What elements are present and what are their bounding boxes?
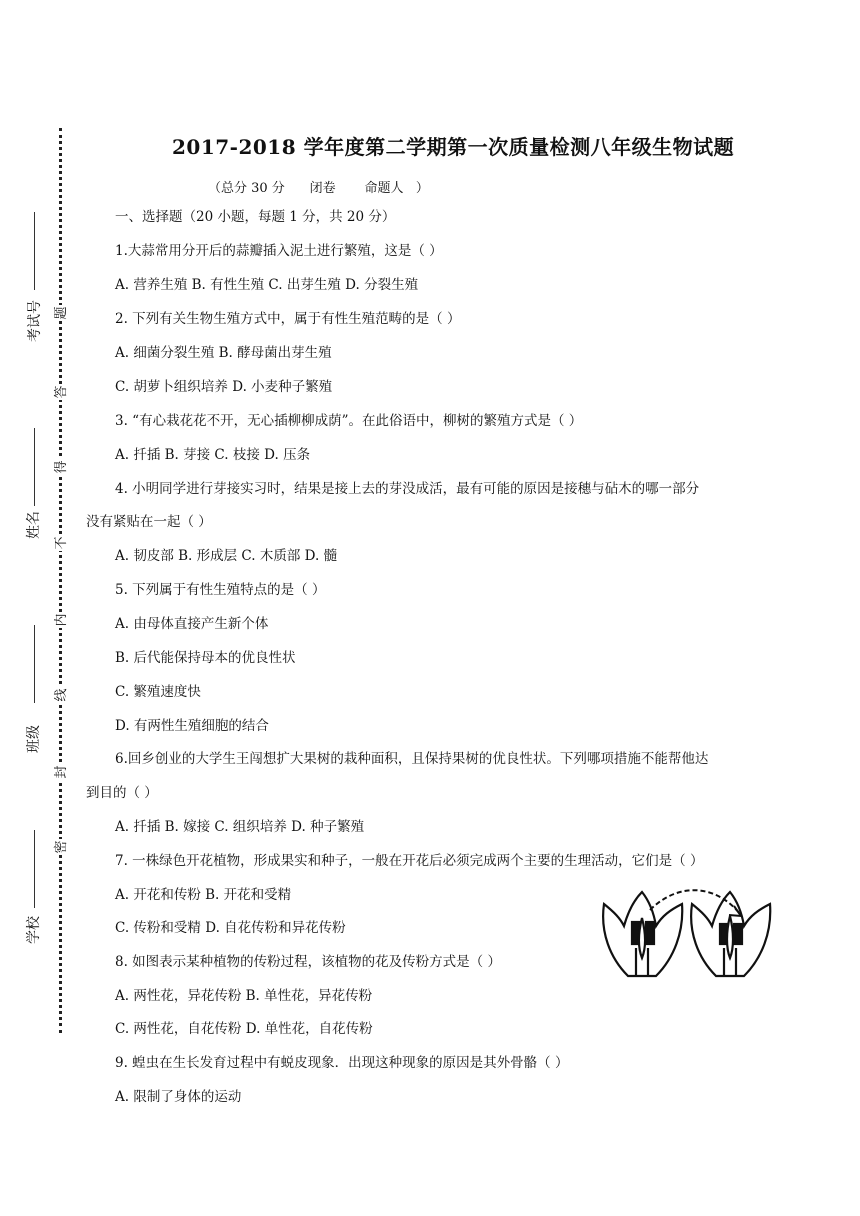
seal-char-7: 封 (54, 765, 69, 779)
exam-no-label: 考试号 (27, 300, 43, 342)
class-rule (34, 625, 35, 703)
question-7-options-row1: A. 开花和传粉 B. 开花和受精 (115, 887, 292, 903)
question-2-options-row1: A. 细菌分裂生殖 B. 酵母菌出芽生殖 (115, 345, 332, 361)
question-4-options: A. 韧皮部 B. 形成层 C. 木质部 D. 髓 (115, 548, 338, 564)
class-label: 班级 (26, 725, 42, 753)
school-rule (34, 830, 35, 908)
question-6-stem-cont: 到目的（ ） (86, 785, 158, 801)
question-4-stem-cont: 没有紧贴在一起（ ） (86, 514, 212, 530)
question-5-stem: 5. 下列属于有性生殖特点的是（ ） (115, 582, 326, 598)
question-5-option-a: A. 由母体直接产生新个体 (115, 616, 269, 632)
question-6-options: A. 扦插 B. 嫁接 C. 组织培养 D. 种子繁殖 (115, 819, 365, 835)
question-1-stem: 1.大蒜常用分开后的蒜瓣插入泥土进行繁殖，这是（ ） (115, 243, 443, 259)
exam-info: （总分 30 分 闭卷 命题人 ） (208, 181, 429, 196)
question-8-stem: 8. 如图表示某种植物的传粉过程，该植物的花及传粉方式是（ ） (115, 954, 501, 970)
flower-left (603, 892, 682, 976)
seal-char-8: 密 (54, 840, 69, 854)
name-rule (34, 428, 35, 506)
question-9-stem: 9. 蝗虫在生长发育过程中有蜕皮现象．出现这种现象的原因是其外骨骼（ ） (115, 1055, 569, 1071)
question-3-options: A. 扦插 B. 芽接 C. 枝接 D. 压条 (115, 447, 311, 463)
question-2-stem: 2. 下列有关生物生殖方式中，属于有性生殖范畴的是（ ） (115, 311, 461, 327)
question-4-stem: 4. 小明同学进行芽接实习时，结果是接上去的芽没成活，最有可能的原因是接穗与砧木的哪一部分 (115, 481, 700, 497)
seal-char-1: 题 (54, 306, 69, 320)
seal-char-4: 不 (54, 536, 69, 550)
binding-dotted-line (59, 128, 62, 1033)
question-6-stem: 6.回乡创业的大学生王闯想扩大果树的栽种面积，且保持果树的优良性状。下列哪项措施不能帮他达 (115, 751, 709, 767)
question-7-stem: 7. 一株绿色开花植物，形成果实和种子，一般在开花后必须完成两个主要的生理活动，它们是（ ） (115, 853, 704, 869)
question-7-options-row2: C. 传粉和受精 D. 自花传粉和异花传粉 (115, 920, 346, 936)
pollination-figure (598, 888, 774, 980)
seal-char-2: 答 (54, 385, 69, 399)
exam-no-rule (34, 212, 35, 290)
seal-char-5: 内 (54, 613, 69, 627)
question-1-options: A. 营养生殖 B. 有性生殖 C. 出芽生殖 D. 分裂生殖 (115, 277, 419, 293)
school-label: 学校 (26, 916, 42, 944)
question-9-option-a: A. 限制了身体的运动 (115, 1089, 242, 1105)
question-3-stem: 3. “有心栽花花不开，无心插柳柳成荫”。在此俗语中，柳树的繁殖方式是（ ） (115, 413, 583, 429)
pollen-path-arc (650, 890, 740, 914)
seal-char-6: 线 (54, 688, 69, 702)
question-5-option-c: C. 繁殖速度快 (115, 684, 201, 700)
question-5-option-d: D. 有两性生殖细胞的结合 (115, 718, 269, 734)
seal-char-3: 得 (54, 460, 69, 474)
question-8-options-row2: C. 两性花，自花传粉 D. 单性花，自花传粉 (115, 1021, 373, 1037)
name-label: 姓名 (26, 511, 42, 539)
question-8-options-row1: A. 两性花，异花传粉 B. 单性花，异花传粉 (115, 988, 373, 1004)
question-5-option-b: B. 后代能保持母本的优良性状 (115, 650, 296, 666)
page-title: 2017-2018 学年度第二学期第一次质量检测八年级生物试题 (172, 135, 735, 159)
question-2-options-row2: C. 胡萝卜组织培养 D. 小麦种子繁殖 (115, 379, 333, 395)
section-heading: 一、选择题（20 小题，每题 1 分，共 20 分） (115, 209, 396, 225)
